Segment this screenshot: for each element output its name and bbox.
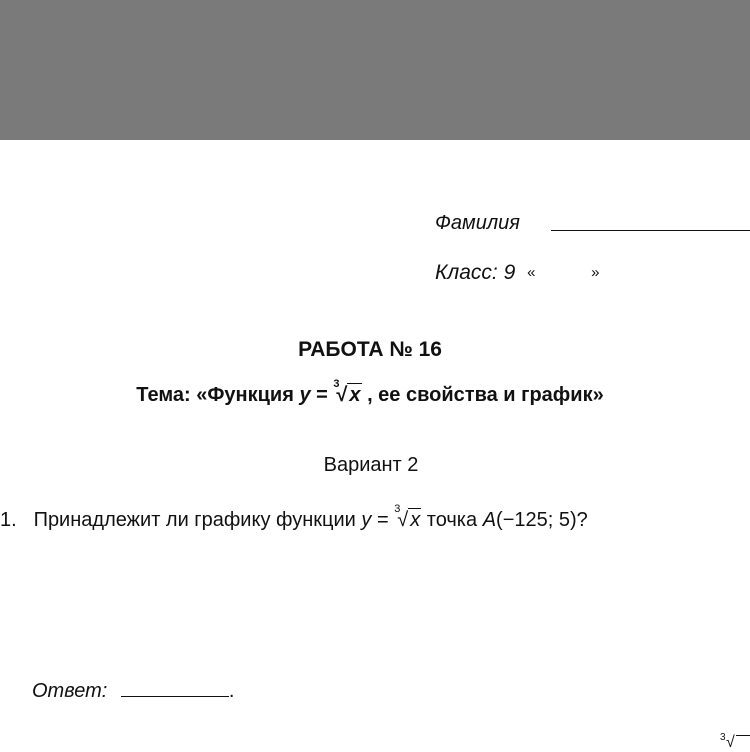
surname-label <box>435 212 520 235</box>
task-root-arg: x <box>410 509 421 531</box>
topic-y: y <box>299 384 311 406</box>
task-text-middle: точка <box>426 509 483 531</box>
topic-root-index: 3 <box>333 378 340 390</box>
fragment-vinculum <box>736 735 750 736</box>
class-close-quote: » <box>591 264 600 281</box>
answer-field-line <box>121 696 229 697</box>
work-title: РАБОТА № 16 <box>298 338 442 361</box>
task-1 <box>0 503 588 532</box>
task-eq: = <box>376 509 395 531</box>
surname-field-line <box>551 230 750 231</box>
topic-suffix: , ее свойства и график» <box>367 384 604 406</box>
task-y: y <box>361 509 372 531</box>
task-number: 1. <box>0 509 17 531</box>
task-root-index: 3 <box>394 503 401 515</box>
class-label: Класс: 9 <box>435 261 516 284</box>
class-row <box>435 261 599 285</box>
task-text-before: Принадлежит ли графику функции <box>33 509 362 531</box>
topic-eq: = <box>316 384 334 406</box>
radical-sign-icon: √ <box>336 384 348 406</box>
radical-sign-icon: √ <box>397 509 409 531</box>
answer-end: . <box>228 680 235 702</box>
surname-label-text: Фамилия <box>435 212 520 234</box>
next-page-fragment <box>718 732 750 752</box>
radical-sign-icon: √ <box>726 734 735 751</box>
topic-cube-root <box>333 378 361 407</box>
topic-heading <box>0 378 740 407</box>
variant-label: Вариант 2 <box>323 454 419 476</box>
topic-root-arg: x <box>349 384 361 406</box>
answer-row <box>32 680 234 703</box>
class-open-quote: « <box>527 264 536 281</box>
task-cube-root <box>394 503 421 532</box>
fragment-root-index: 3 <box>720 732 726 743</box>
topic-prefix: Тема: «Функция <box>136 384 300 406</box>
task-point-name: A <box>482 509 497 531</box>
answer-label: Ответ: <box>32 680 108 702</box>
task-point-coords: (−125; 5)? <box>496 509 588 531</box>
top-gray-band <box>0 0 750 140</box>
